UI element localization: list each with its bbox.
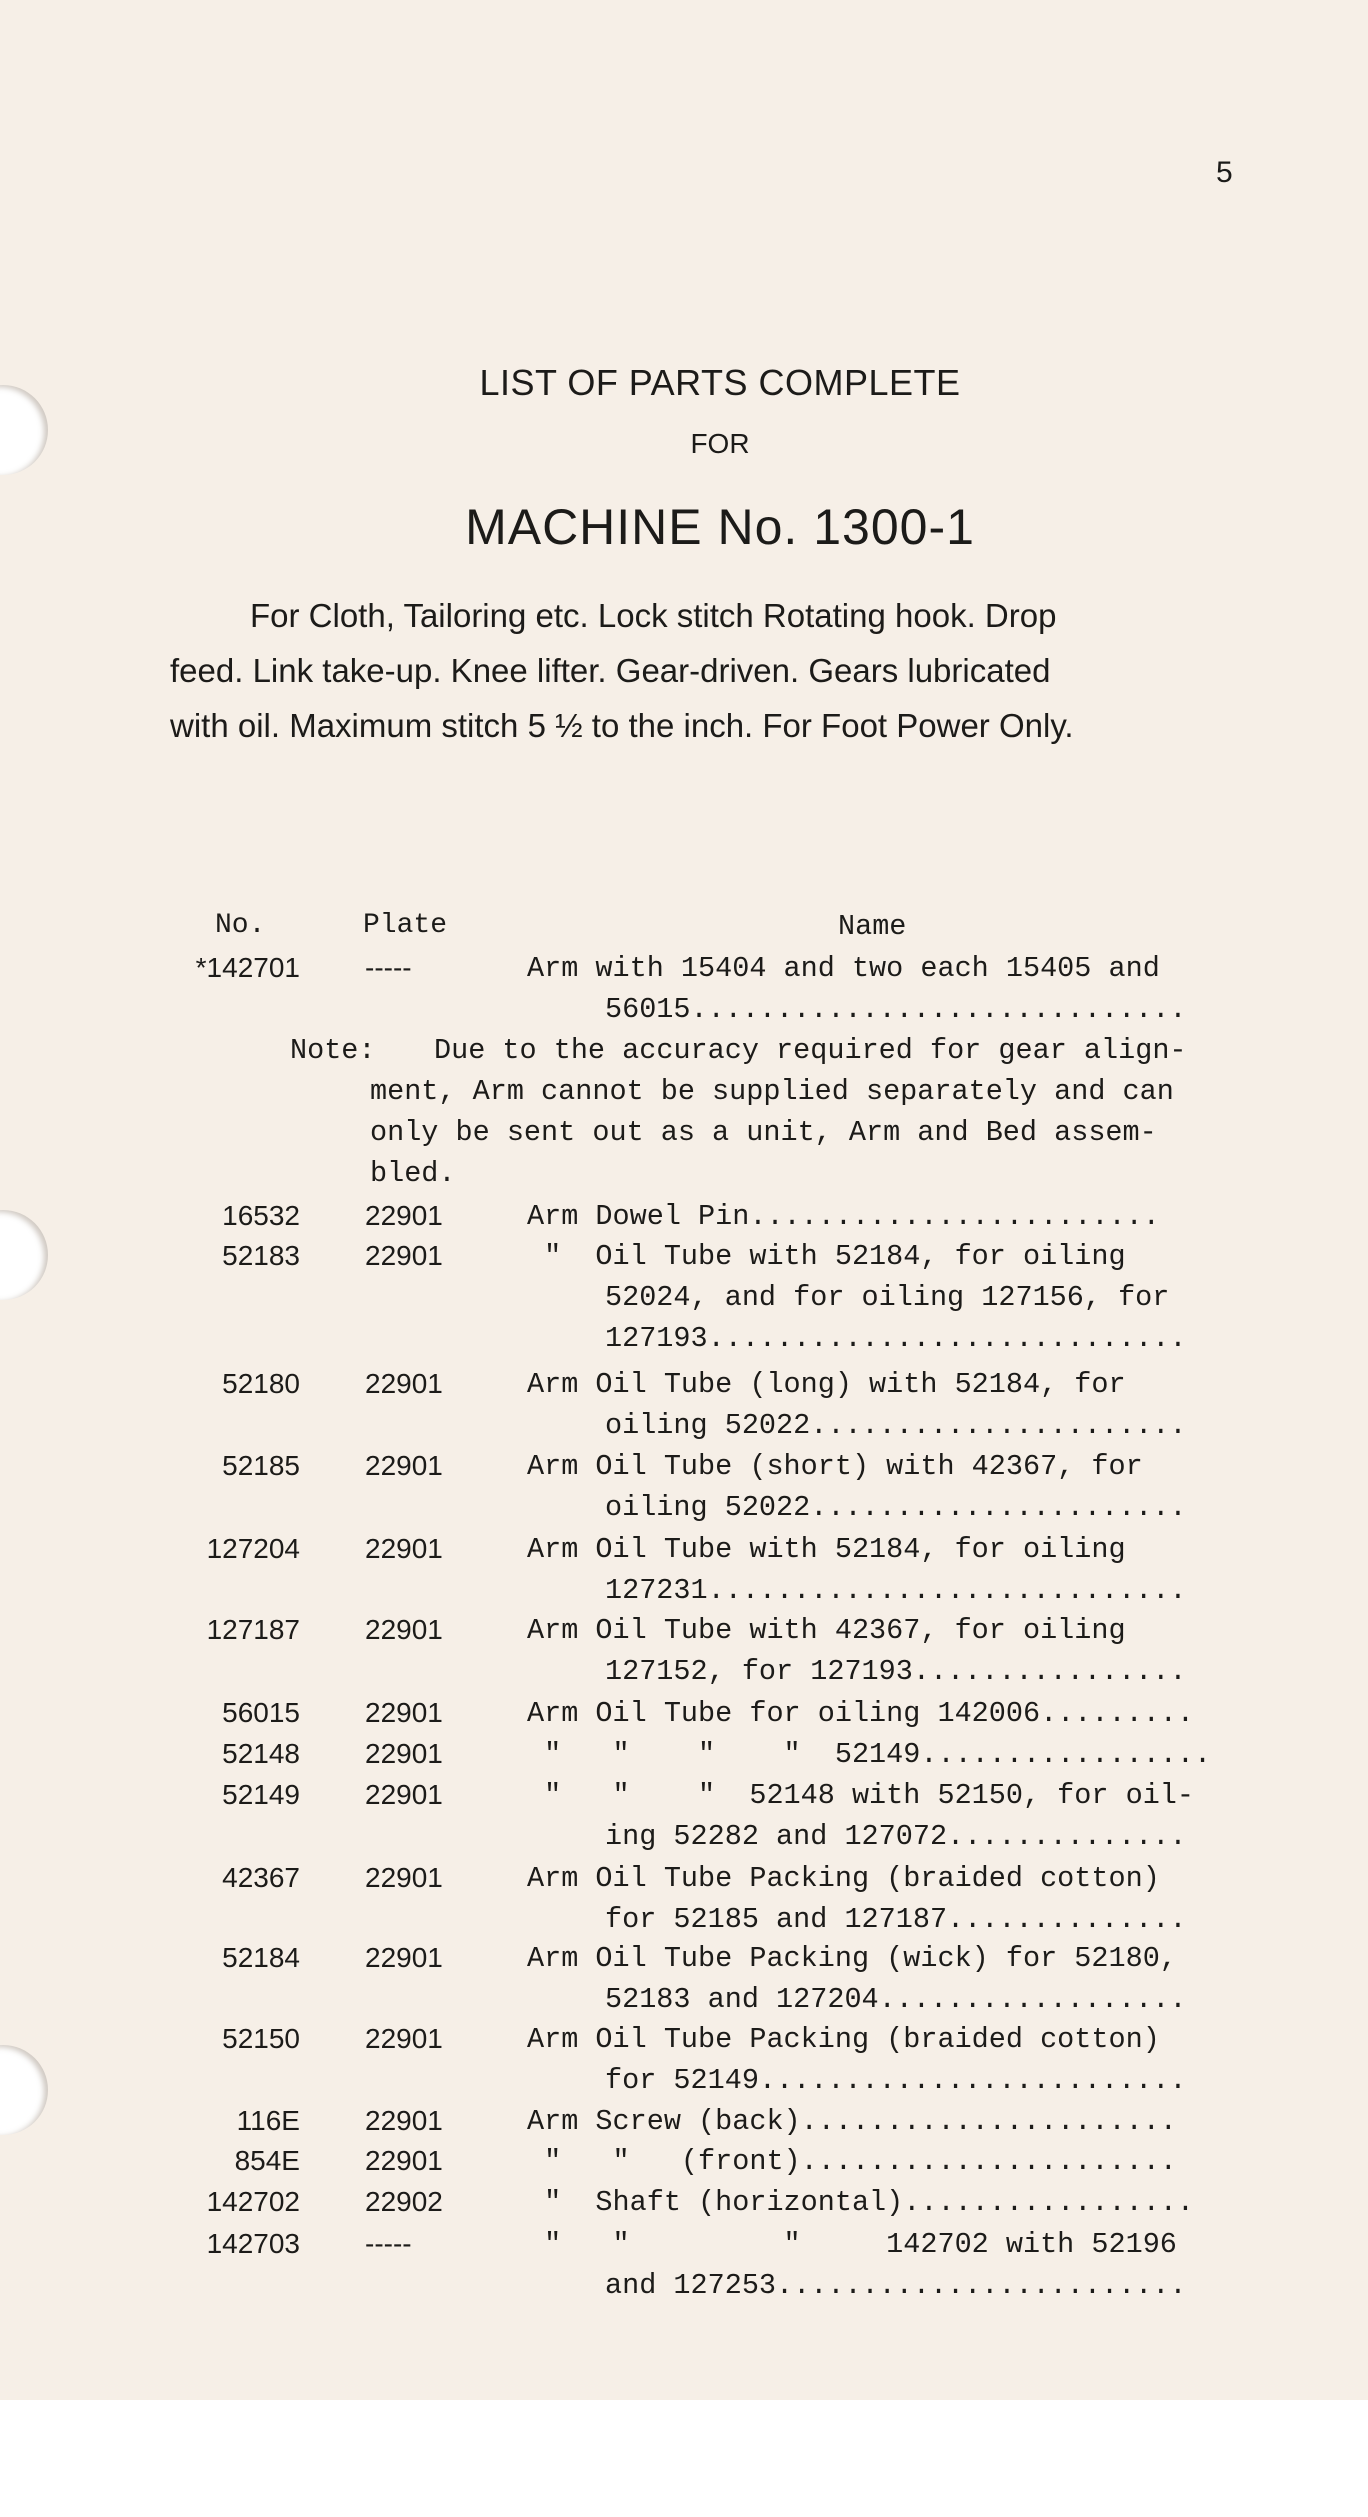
part-number: 142703 <box>206 2228 300 2259</box>
part-number: *142701 <box>195 952 300 983</box>
plate-number: ----- <box>365 952 412 983</box>
part-name-continued: oiling 52022...................... <box>605 1491 1187 1524</box>
part-name-continued: 52183 and 127204.................. <box>605 1983 1187 2016</box>
part-number: 16532 <box>222 1200 300 1231</box>
part-name-continued: for 52185 and 127187.............. <box>605 1903 1187 1936</box>
part-name: Arm Dowel Pin........................ <box>527 1200 1160 1233</box>
table-row <box>0 1738 1368 1780</box>
assembly-note <box>0 1034 1368 1190</box>
part-name: Arm Oil Tube with 42367, for oiling <box>527 1614 1126 1647</box>
part-name: " " " 52148 with 52150, for oil- <box>527 1779 1195 1812</box>
part-name-continued: for 52149......................... <box>605 2064 1187 2097</box>
plate-number: 22901 <box>365 1614 443 1645</box>
part-number: 42367 <box>222 1862 300 1893</box>
plate-number: 22901 <box>365 1779 443 1810</box>
plate-number: 22901 <box>365 1862 443 1893</box>
part-number: 52180 <box>222 1368 300 1399</box>
note-label: Note: <box>290 1034 376 1067</box>
table-row <box>0 1779 1368 1853</box>
part-name: Arm Oil Tube (short) with 42367, for <box>527 1450 1143 1483</box>
part-name: " " (front)...................... <box>527 2145 1177 2178</box>
table-row <box>0 2023 1368 2097</box>
part-number: 127204 <box>206 1533 300 1564</box>
note-line-1: Due to the accuracy required for gear align- <box>434 1034 1187 1067</box>
table-row <box>0 1368 1368 1442</box>
plate-number: 22901 <box>365 1533 443 1564</box>
table-row <box>0 1200 1368 1242</box>
plate-number: 22901 <box>365 2023 443 2054</box>
plate-number: 22901 <box>365 1240 443 1271</box>
part-name: " Shaft (horizontal)................. <box>527 2186 1195 2219</box>
table-row <box>0 2228 1368 2302</box>
part-name: Arm Oil Tube with 52184, for oiling <box>527 1533 1126 1566</box>
plate-number: 22901 <box>365 1450 443 1481</box>
header-no: No. <box>215 910 266 941</box>
table-row <box>0 1862 1368 1936</box>
plate-number: 22901 <box>365 1697 443 1728</box>
part-name-continued: 56015............................. <box>605 993 1187 1026</box>
title-line-2: FOR <box>690 428 750 459</box>
part-name-continued: oiling 52022...................... <box>605 1409 1187 1442</box>
table-row <box>0 1697 1368 1739</box>
part-name: Arm Oil Tube Packing (wick) for 52180, <box>527 1942 1177 1975</box>
part-name: " " " " 52149................. <box>527 1738 1212 1771</box>
description-line-2: feed. Link take-up. Knee lifter. Gear-driven. Gears lubricated <box>170 652 1051 689</box>
table-row <box>0 1533 1368 1607</box>
part-name-continued: 52024, and for oiling 127156, for <box>605 1281 1170 1314</box>
part-name-continued: 127231............................ <box>605 1574 1187 1607</box>
part-number: 52183 <box>222 1240 300 1271</box>
header-plate: Plate <box>363 910 448 941</box>
part-number: 142702 <box>206 2186 300 2217</box>
page-number: 5 <box>1216 156 1233 189</box>
note-line-2: ment, Arm cannot be supplied separately and can <box>370 1075 1174 1108</box>
header-name: Name <box>838 910 907 943</box>
part-name: Arm Oil Tube Packing (braided cotton) <box>527 1862 1160 1895</box>
part-number: 56015 <box>222 1697 300 1728</box>
table-row <box>0 2105 1368 2147</box>
table-row <box>0 952 1368 1026</box>
part-number: 52185 <box>222 1450 300 1481</box>
plate-number: 22901 <box>365 1942 443 1973</box>
part-name: Arm Oil Tube Packing (braided cotton) <box>527 2023 1160 2056</box>
part-name-continued: and 127253........................ <box>605 2269 1187 2302</box>
part-name: Arm Oil Tube for oiling 142006......... <box>527 1697 1195 1730</box>
part-number: 854E <box>234 2145 300 2176</box>
note-line-4: bled. <box>370 1157 456 1190</box>
part-number: 52150 <box>222 2023 300 2054</box>
part-number: 52149 <box>222 1779 300 1810</box>
table-row <box>0 1450 1368 1524</box>
table-row <box>0 1942 1368 2016</box>
table-row <box>0 1240 1368 1355</box>
part-number: 127187 <box>206 1614 300 1645</box>
part-number: 52184 <box>222 1942 300 1973</box>
part-name-continued: ing 52282 and 127072.............. <box>605 1820 1187 1853</box>
part-number: 52148 <box>222 1738 300 1769</box>
page-title: MACHINE No. 1300-1 <box>465 499 975 555</box>
table-row <box>0 1614 1368 1688</box>
plate-number: 22901 <box>365 1738 443 1769</box>
description-line-1: For Cloth, Tailoring etc. Lock stitch Rotating hook. Drop <box>250 597 1057 634</box>
plate-number: 22901 <box>365 2105 443 2136</box>
part-name-continued: 127193............................ <box>605 1322 1187 1355</box>
part-name: Arm with 15404 and two each 15405 and <box>527 952 1160 985</box>
plate-number: 22902 <box>365 2186 443 2217</box>
part-name: " Oil Tube with 52184, for oiling <box>527 1240 1126 1273</box>
title-line-1: LIST OF PARTS COMPLETE <box>479 362 961 403</box>
note-line-3: only be sent out as a unit, Arm and Bed assem- <box>370 1116 1157 1149</box>
plate-number: 22901 <box>365 2145 443 2176</box>
description-line-3: with oil. Maximum stitch 5 ½ to the inch. For Foot Power Only. <box>170 707 1074 744</box>
plate-number: 22901 <box>365 1368 443 1399</box>
part-name: Arm Oil Tube (long) with 52184, for <box>527 1368 1126 1401</box>
part-number: 116E <box>236 2105 300 2136</box>
part-name: Arm Screw (back)...................... <box>527 2105 1177 2138</box>
parts-header <box>0 910 1368 952</box>
table-row <box>0 2145 1368 2187</box>
plate-number: ----- <box>365 2228 412 2259</box>
table-row <box>0 2186 1368 2228</box>
plate-number: 22901 <box>365 1200 443 1231</box>
part-name: " " " 142702 with 52196 <box>527 2228 1177 2261</box>
part-name-continued: 127152, for 127193................ <box>605 1655 1187 1688</box>
